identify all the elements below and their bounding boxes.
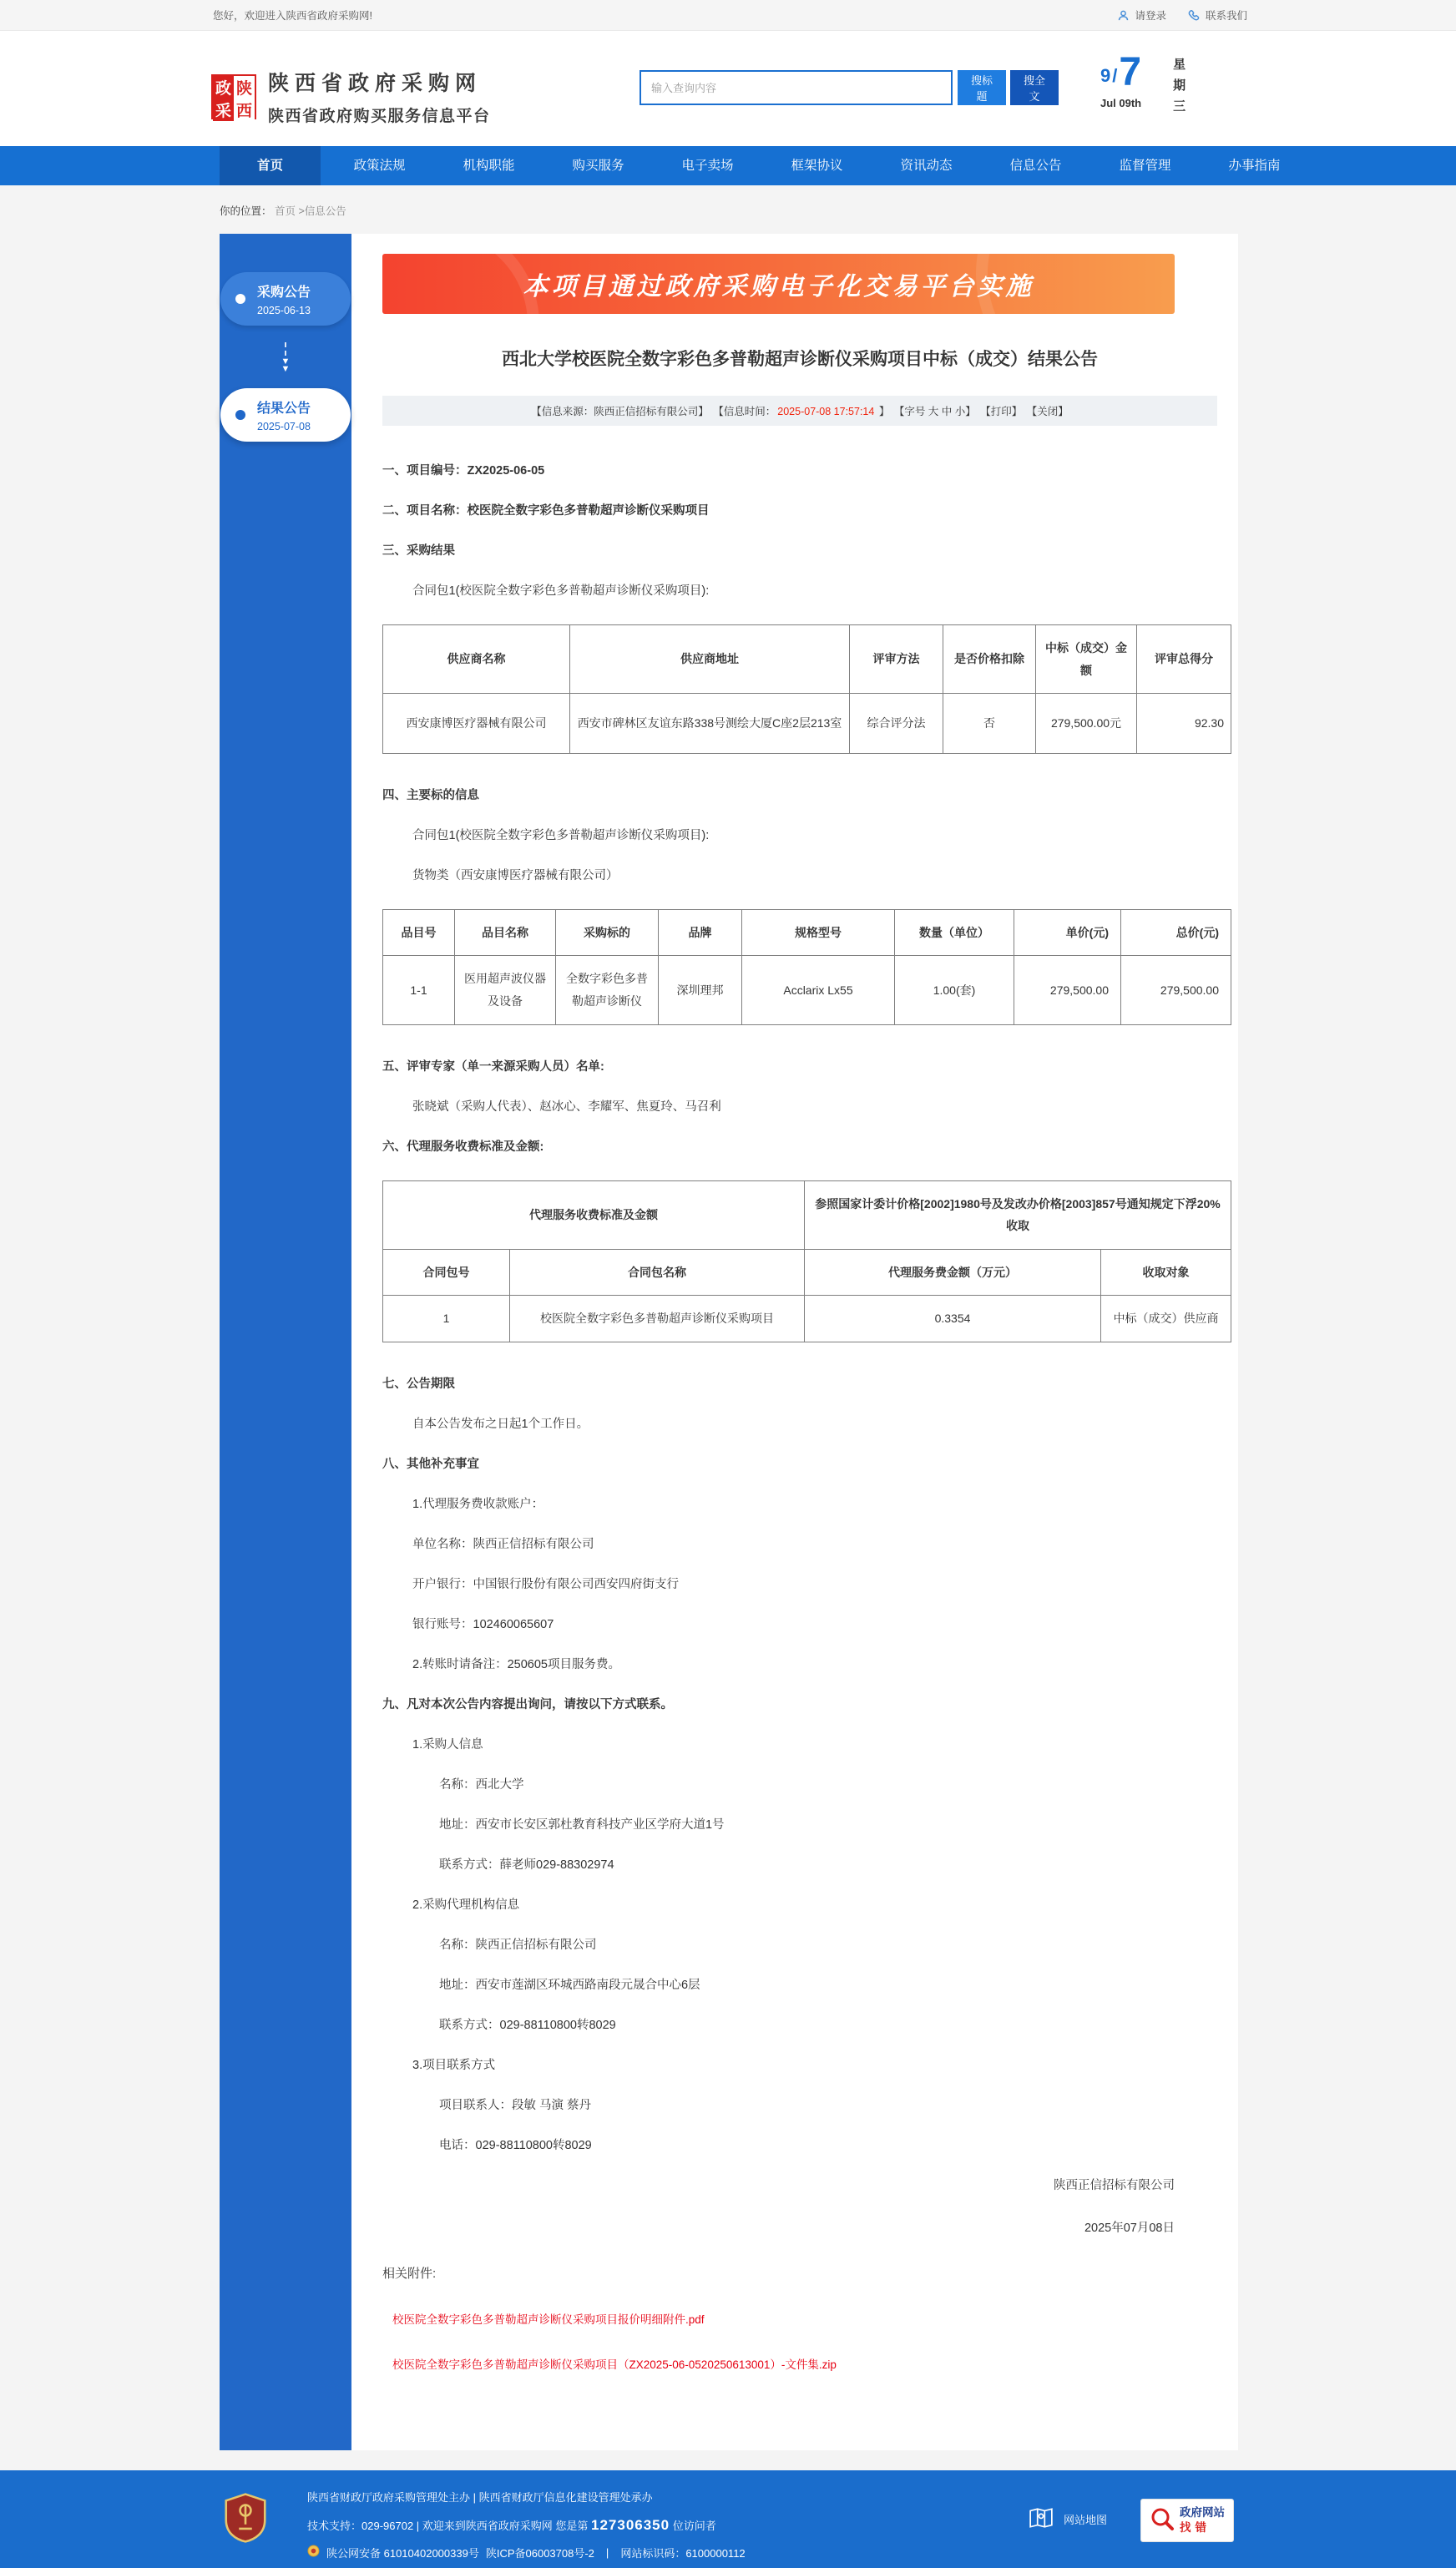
nav-item-supervision[interactable]: 监督管理 — [1119, 159, 1171, 173]
project-contact-line: 项目联系人：段敏 马演 蔡丹 — [439, 2098, 592, 2112]
agency-info-line: 联系方式：029-88110800转8029 — [439, 2018, 616, 2032]
month-number: 9 — [1100, 65, 1111, 87]
sitemap-link[interactable]: 网站地图 — [1029, 2505, 1107, 2533]
section-6-heading: 六、代理服务收费标准及金额: — [382, 1140, 544, 1154]
cell: 校医院全数字彩色多普勒超声诊断仪采购项目 — [510, 1296, 805, 1342]
table-row — [383, 694, 1231, 754]
table-row — [383, 956, 1231, 1024]
section-7-heading: 七、公告期限 — [382, 1377, 455, 1391]
main-nav — [0, 146, 1456, 185]
nav-item-news[interactable]: 资讯动态 — [900, 159, 953, 173]
cell: 1-1 — [383, 956, 455, 1024]
site-name: 陕西省政府采购网 — [268, 72, 483, 95]
procurement-result-table — [382, 624, 1231, 754]
meta-time: 2025-07-08 17:57:14 — [777, 406, 875, 417]
table-header-row — [383, 1249, 1231, 1296]
supplement-line: 2.转账时请备注：250605项目服务费。 — [412, 1657, 620, 1671]
timeline-dot-icon — [235, 294, 245, 304]
announcement-period: 自本公告发布之日起1个工作日。 — [412, 1417, 589, 1431]
expert-names: 张晓斌（采购人代表）、赵冰心、李耀军、焦夏玲、马召利 — [412, 1099, 721, 1114]
agency-fee-table — [382, 1180, 1231, 1342]
footer-beian-line: 陕公网安备 61010402000339号 陕ICP备06003708号-2 | 网站标识码：6100000112 — [307, 2545, 746, 2560]
cell: 279,500.00元 — [1036, 694, 1137, 754]
col-header: 合同包号 — [383, 1249, 510, 1296]
table-row — [383, 1296, 1231, 1342]
nav-item-guide[interactable]: 办事指南 — [1228, 159, 1281, 173]
agency-info-line: 名称：陕西正信招标有限公司 — [439, 1938, 597, 1952]
col-header: 供应商名称 — [383, 625, 570, 694]
content-card — [220, 234, 1238, 2450]
supplement-line: 1.代理服务费收款账户： — [412, 1497, 544, 1511]
site-logo-icon: 政 陕 采 西 — [211, 74, 256, 119]
cell: Acclarix Lx55 — [742, 956, 895, 1024]
weekday-label: 星期三 — [1171, 58, 1186, 120]
col-header: 品目号 — [383, 909, 455, 956]
subject-matter-table — [382, 909, 1231, 1025]
timeline-dot-icon — [235, 410, 245, 420]
buyer-info-title: 1.采购人信息 — [412, 1737, 483, 1752]
search-area — [640, 70, 1059, 105]
fee-standard-detail: 参照国家计委计价格[2002]1980号及发改办价格[2003]857号通知规定下浮20%收取 — [805, 1180, 1231, 1249]
col-header: 评审方法 — [850, 625, 943, 694]
col-header: 总价(元) — [1121, 909, 1231, 956]
breadcrumb-current[interactable]: >信息公告 — [298, 205, 346, 217]
attachment-link-pdf[interactable]: 校医院全数字彩色多普勒超声诊断仪采购项目报价明细附件.pdf — [392, 2313, 705, 2326]
login-link[interactable]: 请登录 — [1117, 8, 1166, 23]
map-icon — [1029, 2505, 1054, 2533]
table-header-row — [383, 625, 1231, 694]
cell: 医用超声波仪器及设备 — [455, 956, 556, 1024]
section-8-heading: 八、其他补充事宜 — [382, 1457, 479, 1471]
phone-icon — [1188, 9, 1201, 22]
cell: 综合评分法 — [850, 694, 943, 754]
breadcrumb-label: 你的位置： — [220, 205, 272, 217]
search-fulltext-button[interactable]: 搜全文 — [1010, 70, 1059, 105]
error-check-icon — [1150, 2506, 1175, 2534]
cell: 否 — [943, 694, 1036, 754]
project-contact-line: 电话：029-88110800转8029 — [439, 2138, 592, 2152]
goods-category-note: 货物类（西安康博医疗器械有限公司） — [412, 868, 619, 882]
cell: 深圳理邦 — [659, 956, 742, 1024]
supplement-line: 开户银行：中国银行股份有限公司西安四府街支行 — [412, 1577, 679, 1591]
site-brand — [211, 67, 491, 126]
nav-item-e-mall[interactable]: 电子卖场 — [681, 159, 734, 173]
buyer-info-line: 联系方式：薛老师029-88302974 — [439, 1858, 614, 1872]
date-slash: / — [1112, 65, 1118, 87]
day-number: 7 — [1119, 50, 1142, 94]
col-header: 规格型号 — [742, 909, 895, 956]
article-content — [351, 234, 1238, 2450]
buyer-info-line: 地址：西安市长安区郭杜教育科技产业区学府大道1号 — [439, 1817, 725, 1832]
section-9-heading: 九、凡对本次公告内容提出询问，请按以下方式联系。 — [382, 1697, 673, 1711]
meta-time-prefix: 【信息时间： — [713, 406, 776, 417]
date-english: Jul 09th — [1100, 97, 1142, 110]
footer-support-line: 技术支持：029-96702 | 欢迎来到陕西省政府采购网 您是第 127306350 位访问者 — [307, 2516, 716, 2533]
nav-item-framework[interactable]: 框架协议 — [791, 159, 843, 173]
section-3-heading: 三、采购结果 — [382, 544, 455, 558]
visitor-counter: 127306350 — [591, 2516, 670, 2533]
col-header: 中标（成交）金额 — [1036, 625, 1137, 694]
cell: 中标（成交）供应商 — [1101, 1296, 1231, 1342]
signature-block — [382, 2179, 1231, 2236]
agency-info-line: 地址：西安市莲湖区环城西路南段元晟合中心6层 — [439, 1978, 700, 1992]
icp-beian-link[interactable]: 陕ICP备06003708号-2 — [485, 2546, 594, 2560]
signature-company: 陕西正信招标有限公司 — [1054, 2178, 1175, 2192]
flow-arrow-icon: ▼ ▼ — [220, 342, 351, 373]
section-1-heading: 一、项目编号：ZX2025-06-05 — [382, 464, 545, 478]
section-5-heading: 五、评审专家（单一来源采购人员）名单: — [382, 1059, 604, 1074]
section-4-heading: 四、主要标的信息 — [382, 788, 479, 802]
cell: 西安市碑林区友谊东路338号测绘大厦C座2层213室 — [570, 694, 850, 754]
user-icon — [1117, 9, 1130, 22]
platform-banner: 本项目通过政府采购电子化交易平台实施 — [382, 254, 1175, 314]
section-2-heading: 二、项目名称：校医院全数字彩色多普勒超声诊断仪采购项目 — [382, 504, 710, 518]
breadcrumb-home-link[interactable]: 首页 — [275, 205, 296, 217]
footer-text-block — [307, 2489, 746, 2560]
nav-item-home[interactable]: 首页 — [220, 146, 321, 185]
table-header-row — [383, 909, 1231, 956]
attachments-label: 相关附件: — [382, 2266, 437, 2281]
footer-shield-icon — [224, 2492, 267, 2546]
site-header — [0, 31, 1456, 146]
search-input[interactable] — [640, 70, 953, 105]
supplement-line: 银行账号：102460065607 — [412, 1617, 554, 1631]
police-beian-link[interactable]: 陕公网安备 61010402000339号 — [326, 2546, 479, 2560]
police-badge-icon — [307, 2545, 320, 2560]
attachment-link-zip[interactable]: 校医院全数字彩色多普勒超声诊断仪采购项目（ZX2025-06-0520250613001）-文件集.zip — [392, 2358, 837, 2371]
sidebar-item-purchase-announcement[interactable]: 采购公告 2025-06-13 — [220, 272, 351, 326]
cell: 1 — [383, 1296, 510, 1342]
print-button[interactable]: 【打印】 — [980, 406, 1023, 417]
col-header: 代理服务费金额（万元） — [805, 1249, 1101, 1296]
contract-package-note: 合同包1(校医院全数字彩色多普勒超声诊断仪采购项目): — [412, 828, 710, 842]
top-utility-bar — [0, 0, 1456, 31]
gov-website-error-badge[interactable]: 政府网站 找错 — [1140, 2499, 1234, 2542]
article-meta-bar — [382, 396, 1217, 426]
breadcrumb — [0, 185, 1456, 234]
page-title: 西北大学校医院全数字彩色多普勒超声诊断仪采购项目中标（成交）结果公告 — [502, 350, 1098, 369]
col-header: 收取对象 — [1101, 1249, 1231, 1296]
topbar-right — [1117, 8, 1247, 23]
cell: 92.30 — [1137, 694, 1231, 754]
fee-standard-label: 代理服务收费标准及金额 — [383, 1180, 805, 1249]
col-header: 评审总得分 — [1137, 625, 1231, 694]
supplement-line: 单位名称：陕西正信招标有限公司 — [412, 1537, 594, 1551]
col-header: 合同包名称 — [510, 1249, 805, 1296]
announcement-body — [382, 464, 1238, 2372]
main-area — [0, 234, 1456, 2470]
cell: 西安康博医疗器械有限公司 — [383, 694, 570, 754]
search-title-button[interactable]: 搜标题 — [958, 70, 1006, 105]
date-numbers — [1100, 50, 1142, 110]
nav-item-policies[interactable]: 政策法规 — [353, 159, 406, 173]
welcome-text: 您好，欢迎进入陕西省政府采购网! — [213, 10, 372, 22]
cell: 全数字彩色多普勒超声诊断仪 — [556, 956, 659, 1024]
contact-link[interactable]: 联系我们 — [1188, 8, 1247, 23]
agency-info-title: 2.采购代理机构信息 — [412, 1898, 520, 1912]
footer-sponsor-line: 陕西省财政厅政府采购管理处主办 | 陕西省财政厅信息化建设管理处承办 — [307, 2490, 653, 2504]
col-header: 采购标的 — [556, 909, 659, 956]
col-header: 供应商地址 — [570, 625, 850, 694]
signature-date: 2025年07月08日 — [1084, 2221, 1175, 2235]
cell: 279,500.00 — [1014, 956, 1121, 1024]
timeline-sidebar — [220, 234, 351, 2450]
site-subtitle: 陕西省政府购买服务信息平台 — [268, 108, 491, 125]
font-size-control[interactable]: 【字号 大 中 小】 — [893, 406, 976, 417]
table-header-row — [383, 1180, 1231, 1249]
col-header: 是否价格扣除 — [943, 625, 1036, 694]
cell: 0.3354 — [805, 1296, 1101, 1342]
meta-source: 【信息来源：陕西正信招标有限公司】 — [531, 406, 709, 417]
close-button[interactable]: 【关闭】 — [1026, 406, 1069, 417]
cell: 1.00(套) — [895, 956, 1014, 1024]
nav-item-announcements[interactable]: 信息公告 — [1009, 159, 1062, 173]
col-header: 品目名称 — [455, 909, 556, 956]
meta-time-suffix: 】 — [876, 406, 890, 417]
buyer-info-line: 名称：西北大学 — [439, 1777, 524, 1792]
date-widget — [1100, 50, 1222, 120]
col-header: 单价(元) — [1014, 909, 1121, 956]
project-contact-title: 3.项目联系方式 — [412, 2058, 496, 2072]
nav-item-purchase-service[interactable]: 购买服务 — [572, 159, 624, 173]
contract-package-note: 合同包1(校医院全数字彩色多普勒超声诊断仪采购项目): — [412, 584, 710, 598]
site-code: 网站标识码：6100000112 — [620, 2546, 746, 2560]
col-header: 数量（单位） — [895, 909, 1014, 956]
sidebar-item-result-announcement[interactable]: 结果公告 2025-07-08 — [220, 388, 351, 442]
site-title-block — [268, 67, 491, 126]
col-header: 品牌 — [659, 909, 742, 956]
site-footer — [0, 2470, 1456, 2568]
nav-item-functions[interactable]: 机构职能 — [463, 159, 515, 173]
cell: 279,500.00 — [1121, 956, 1231, 1024]
